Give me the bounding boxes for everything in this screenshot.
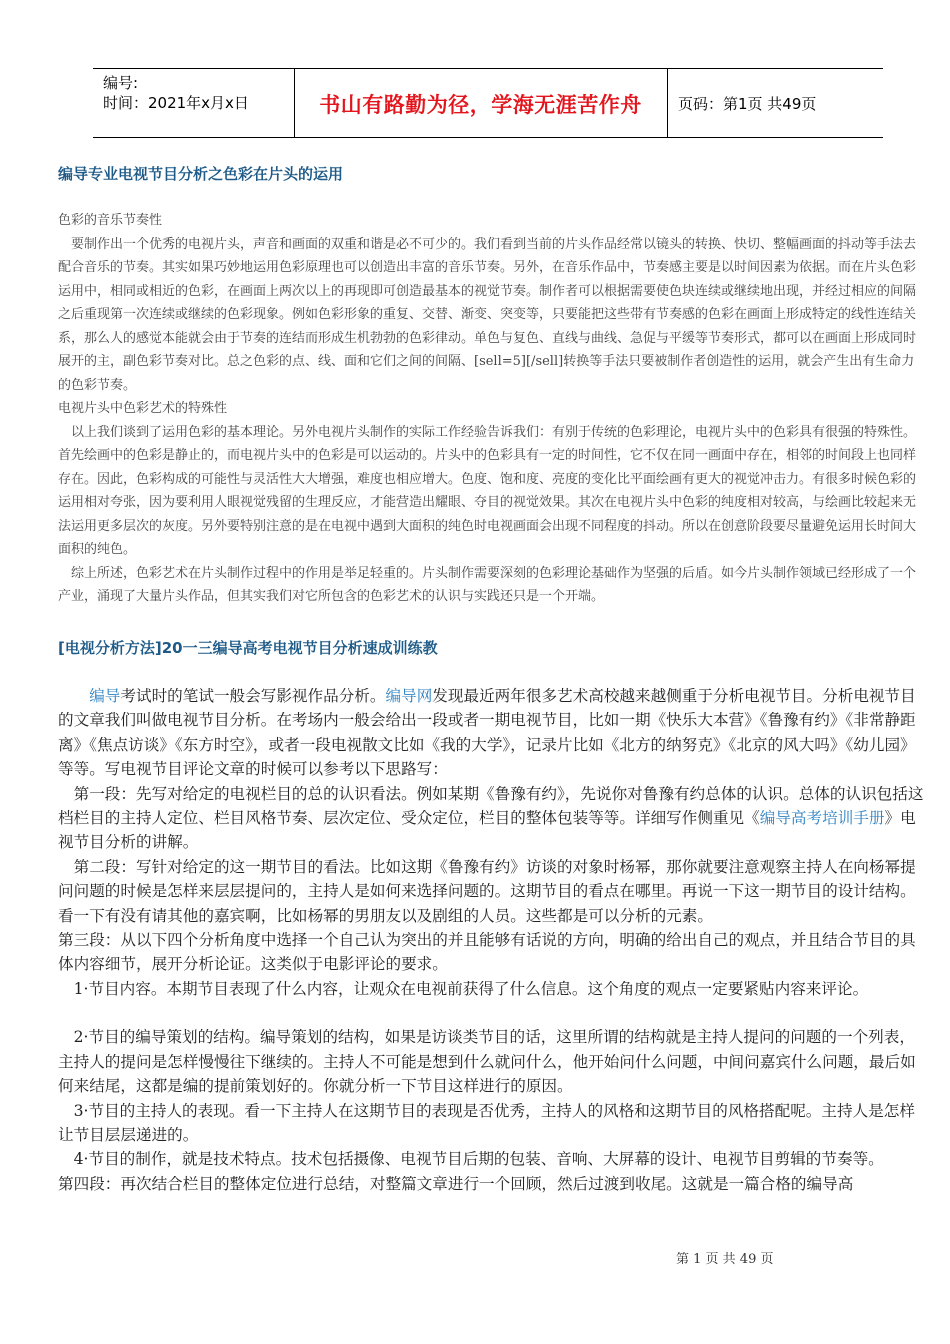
article-title: 编导专业电视节目分析之色彩在片头的运用 (58, 165, 344, 183)
paragraph: 综上所述，色彩艺术在片头制作过程中的作用是举足轻重的。片头制作需要深刻的色彩理论基础作为坚强的后盾。如今片头制作领域已经形成了一个产业，涌现了大量片头作品，但其实我们对它所包含的色彩艺术的认识与实践还只是一个开端。 (58, 565, 917, 604)
list-item: 3·节目的主持人的表现。看一下主持人在这期节目的表现是否优秀，主持人的风格和这期节目的风格搭配呢。主持人是怎样让节目层层递进的。 (58, 1101, 915, 1144)
paragraph: 以上我们谈到了运用色彩的基本理论。另外电视片头制作的实际工作经验告诉我们：有别于传统的色彩理论，电视片头中的色彩具有很强的特殊性。首先绘画中的色彩是静止的，而电视片头中的色彩是可以运动的。片头中的色彩具有一定的时间性，它不仅在同一画面中存在，相邻的时间段上也同样存在。因此，色彩构成的可能性与灵活性大大增强，难度也相应增大。色度、饱和度、亮度的变化比平面绘画有更大的视觉冲击力。有很多时候色彩的运用相对夸张，因为要利用人眼视觉残留的生理反应，才能营造出耀眼、夺目的视觉效果。其次在电视片头中色彩的纯度相对较高，与绘画比较起来无法运用更多层次的灰度。另外要特别注意的是在电视中遇到大面积的纯色时电视画面会出现不同程度的抖动。所以在创意阶段要尽量避免运用长时间大面积的纯色。 (58, 424, 917, 557)
document-id-label: 编号: (103, 74, 139, 92)
article-body (58, 209, 920, 609)
list-item: 4·节目的制作，就是技术特点。技术包括摄像、电视节目后期的包装、音响、大屏幕的设计、电视节目剪辑的节奏等。 (73, 1150, 884, 1169)
paragraph: 第二段：写针对给定的这一期节目的看法。比如这期《鲁豫有约》访谈的对象时杨幂，那你就要注意观察主持人在向杨幂提问问题的时候是怎样来层层提问的，主持人是如何来选择问题的。这期节目的看点在哪里。再说一下这一期节目的设计结构。看一下有没有请其他的嘉宾啊，比如杨幂的男朋友以及剧组的人员。这些都是可以分析的元素。 (58, 857, 916, 925)
link-handbook[interactable]: 编导高考培训手册 (759, 809, 885, 828)
header-meta (103, 73, 249, 113)
list-item: 1·节目内容。本期节目表现了什么内容，让观众在电视前获得了什么信息。这个角度的观点一定要紧贴内容来评论。 (73, 979, 869, 998)
section-heading: 电视片头中色彩艺术的特殊性 (58, 401, 228, 416)
link-biandao[interactable]: 编导 (89, 687, 121, 705)
section-heading: 色彩的音乐节奏性 (58, 213, 163, 228)
page-footer: 第 1 页 共 49 页 (676, 1252, 774, 1267)
paragraph: 第三段：从以下四个分析角度中选择一个自己认为突出的并且能够有话说的方向，明确的给出自己的观点，并且结合节目的具体内容细节，展开分析论证。这类似于电影评论的要求。 (58, 931, 916, 974)
header-motto: 书山有路勤为径，学海无涯苦作舟 (319, 92, 642, 117)
paragraph: 第一段：先写对给定的电视栏目的总的认识看法。例如某期《鲁豫有约》，先说你对鲁豫有约总体的认识。总体的认识包括这档栏目的主持人定位、栏目风格节奏、层次定位、受众定位，栏目的整体包装等等。详细写作侧重见《编导高考培训手册》电视节目分析的讲解。 (58, 784, 924, 852)
article-title: [电视分析方法]20一三编导高考电视节目分析速成训练教 (58, 639, 438, 657)
link-biandao-wang[interactable]: 编导网 (385, 687, 433, 705)
header-divider (667, 69, 668, 137)
document-time: 时间：2021年x月x日 (103, 94, 249, 112)
list-item: 2·节目的编导策划的结构。编导策划的结构，如果是访谈类节目的话，这里所谓的结构就是主持人提问的问题的一个列表，主持人的提问是怎样慢慢往下继续的。主持人不可能是想到什么就问什么，他开始问什么问题，中间问嘉宾什么问题，最后如何来结尾，这都是编的提前策划好的。你就分析一下节目这样进行的原因。 (58, 1028, 916, 1096)
paragraph: 编导考试时的笔试一般会写影视作品分析。编导网发现最近两年很多艺术高校越来越侧重于分析电视节目。分析电视节目的文章我们叫做电视节目分析。在考场内一般会给出一段或者一期电视节目，比如一期《快乐大本营》《鲁豫有约》《非常静距离》《焦点访谈》《东方时空》，或者一段电视散文比如《我的大学》，记录片比如《北方的纳努克》《北京的风大吗》《幼儿园》等等。写电视节目评论文章的时候可以参考以下思路写： (58, 687, 916, 779)
paragraph: 第四段：再次结合栏目的整体定位进行总结，对整篇文章进行一个回顾，然后过渡到收尾。这就是一篇合格的编导高 (58, 1174, 854, 1193)
paragraph: 要制作出一个优秀的电视片头，声音和画面的双重和谐是必不可少的。我们看到当前的片头作品经常以镜头的转换、快切、整幅画面的抖动等手法去配合音乐的节奏。其实如果巧妙地运用色彩原理也可以创造出丰富的音乐节奏。另外，在音乐作品中，节奏感主要是以时间因素为依据。而在片头色彩运用中，相同或相近的色彩，在画面上两次以上的再现即可创造最基本的视觉节奏。制作者可以根据需要使色块连续或继续地出现，并经过相应的间隔之后重现第一次连续或继续的色彩现象。例如色彩形象的重复、交替、渐变、突变等，只要能把这些带有节奏感的色彩在画面上形成特定的线性连结关系，那么人的感觉本能就会由于节奏的连结而形成生机勃勃的色彩律动。单色与复色、直线与曲线、急促与平缓等节奏形式，都可以在画面上形成同时展开的主，副色彩节奏对比。总之色彩的点、线、面和它们之间的间隔、[sell=5][/sell]转换等手法只要被制作者创造性的运用，就会产生出有生命力的色彩节奏。 (58, 236, 917, 393)
document-header (93, 68, 883, 138)
header-page-info: 页码：第1页 共49页 (678, 95, 817, 113)
article-body (58, 684, 930, 1196)
